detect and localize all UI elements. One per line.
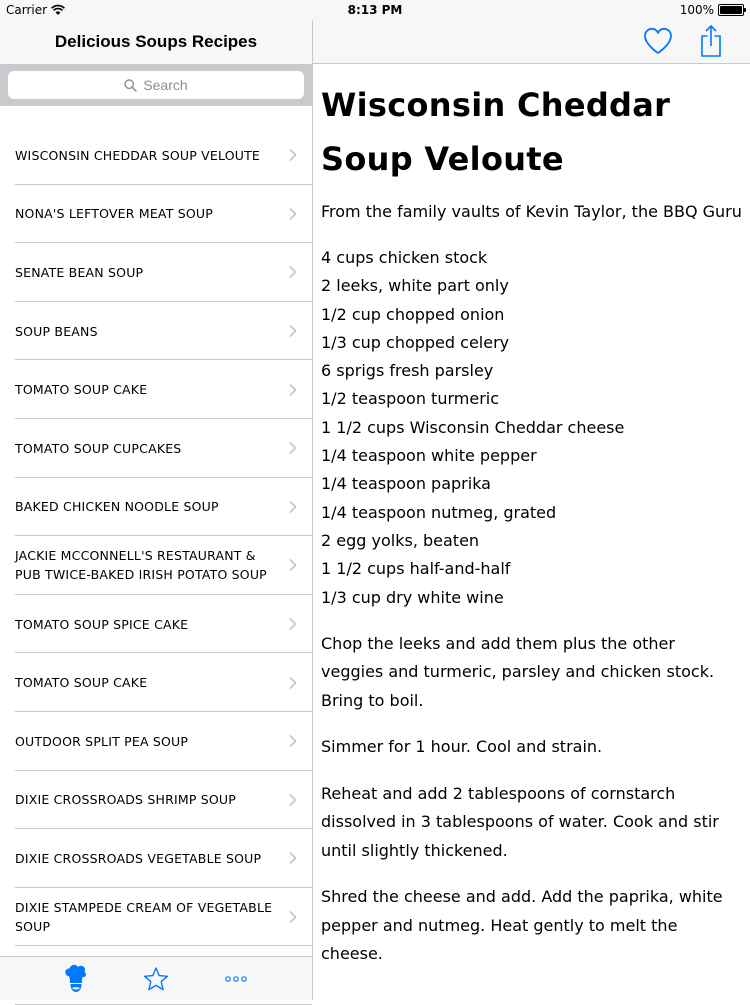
list-item[interactable]	[0, 419, 312, 478]
wifi-icon	[51, 5, 65, 16]
chevron-right-icon	[288, 851, 298, 865]
recipe-step: Reheat and add 2 tablespoons of cornstarch dissolved in 3 tablespoons of water. Cook and stir until slightly thickened.	[321, 783, 719, 860]
list-item[interactable]	[0, 478, 312, 537]
list-item[interactable]	[0, 888, 312, 947]
search-icon	[124, 79, 137, 92]
recipe-step: Simmer for 1 hour. Cool and strain.	[321, 737, 603, 757]
chevron-right-icon	[288, 500, 298, 514]
ingredient-item: 1/4 teaspoon nutmeg, grated	[321, 502, 557, 522]
chevron-right-icon	[288, 383, 298, 397]
recipe-step: Shred the cheese and add. Add the paprika, white pepper and nutmeg. Heat gently to melt the cheese.	[321, 887, 723, 964]
master-nav-bar	[0, 20, 312, 64]
ingredient-item: 1/3 cup chopped celery	[321, 332, 510, 352]
ingredient-item: 1 1/2 cups half-and-half	[321, 559, 511, 579]
battery-icon	[718, 4, 744, 16]
recipe-step: Chop the leeks and add them plus the other veggies and turmeric, parsley and chicken stock. Bring to boil.	[321, 633, 715, 710]
search-input[interactable]	[8, 71, 304, 99]
chevron-right-icon	[288, 617, 298, 631]
tab-bar	[0, 956, 312, 1000]
list-item-label: TOMATO SOUP CUPCAKES	[15, 440, 182, 456]
list-item[interactable]	[0, 595, 312, 654]
recipe-title: Wisconsin Cheddar Soup Veloute	[321, 86, 671, 178]
ingredient-item: 4 cups chicken stock	[321, 248, 488, 267]
ingredient-item: 1/4 teaspoon white pepper	[321, 446, 537, 466]
detail-pane	[313, 20, 750, 1000]
chef-icon	[63, 964, 89, 994]
search-bar	[0, 64, 312, 106]
list-item-label: JACKIE MCCONNELL'S RESTAURANT & PUB TWICE-BAKED IRISH POTATO SOUP	[15, 548, 267, 583]
list-item[interactable]	[0, 126, 312, 185]
list-item-label: TOMATO SOUP CAKE	[15, 382, 148, 398]
detail-nav-bar	[313, 20, 750, 64]
tab-recipes[interactable]	[36, 964, 116, 994]
list-item-label: DIXIE CROSSROADS SHRIMP SOUP	[15, 792, 237, 808]
list-item-label: SOUP BEANS	[15, 323, 98, 339]
chevron-right-icon	[288, 265, 298, 279]
list-item-label: DIXIE CROSSROADS VEGETABLE SOUP	[15, 850, 262, 866]
recipe-steps	[321, 630, 742, 969]
tab-more[interactable]	[196, 975, 276, 983]
list-item-label: BAKED CHICKEN NOODLE SOUP	[15, 499, 219, 515]
ingredient-item: 1/3 cup dry white wine	[321, 587, 504, 607]
list-item-label: SENATE BEAN SOUP	[15, 264, 144, 280]
list-item-label: OUTDOOR SPLIT PEA SOUP	[15, 733, 189, 749]
recipe-list	[0, 126, 312, 956]
ingredient-item: 2 egg yolks, beaten	[321, 530, 480, 550]
ingredient-item: 2 leeks, white part only	[321, 276, 509, 296]
ingredient-item: 1/4 teaspoon paprika	[321, 474, 491, 494]
chevron-right-icon	[288, 793, 298, 807]
ingredient-item: 6 sprigs fresh parsley	[321, 361, 494, 381]
master-title: Delicious Soups Recipes	[54, 32, 258, 51]
list-item[interactable]	[0, 653, 312, 712]
list-item[interactable]	[0, 829, 312, 888]
chevron-right-icon	[288, 207, 298, 221]
list-item[interactable]	[0, 536, 312, 595]
status-right	[680, 3, 744, 17]
heart-icon	[643, 27, 673, 55]
favorite-button[interactable]	[643, 27, 673, 59]
battery-fill	[720, 6, 742, 14]
share-icon	[699, 24, 723, 58]
list-item[interactable]	[0, 360, 312, 419]
list-item[interactable]	[0, 712, 312, 771]
list-item-label: TOMATO SOUP CAKE	[15, 675, 148, 691]
search-placeholder: Search	[143, 77, 188, 93]
share-button[interactable]	[699, 24, 723, 62]
list-item[interactable]	[0, 302, 312, 361]
status-time: 8:13 PM	[347, 3, 403, 17]
battery-percent: 100%	[679, 3, 714, 17]
ingredient-item: 1/2 cup chopped onion	[321, 304, 505, 324]
ingredient-item: 1/2 teaspoon turmeric	[321, 389, 500, 409]
status-bar	[0, 0, 750, 20]
recipe-content	[313, 64, 750, 969]
list-item-label: WISCONSIN CHEDDAR SOUP VELOUTE	[15, 147, 261, 163]
chevron-right-icon	[288, 558, 298, 572]
chevron-right-icon	[288, 910, 298, 924]
carrier-label: Carrier	[6, 3, 48, 17]
list-item[interactable]	[0, 771, 312, 830]
recipe-intro: From the family vaults of Kevin Taylor, the BBQ Guru	[321, 202, 742, 221]
list-item-label: NONA'S LEFTOVER MEAT SOUP	[15, 206, 213, 222]
master-pane	[0, 20, 313, 1000]
tab-favorites[interactable]	[116, 966, 196, 992]
list-item-label: DIXIE STAMPEDE CREAM OF VEGETABLE SOUP	[15, 900, 273, 935]
chevron-right-icon	[288, 441, 298, 455]
list-item[interactable]	[0, 185, 312, 244]
ingredient-item: 1 1/2 cups Wisconsin Cheddar cheese	[321, 417, 625, 437]
more-icon	[223, 975, 249, 983]
chevron-right-icon	[288, 324, 298, 338]
chevron-right-icon	[288, 148, 298, 162]
chevron-right-icon	[288, 676, 298, 690]
status-left	[6, 3, 65, 17]
ingredient-list	[321, 244, 742, 612]
list-item[interactable]	[0, 243, 312, 302]
list-item-label: TOMATO SOUP SPICE CAKE	[15, 616, 189, 632]
star-icon	[143, 966, 169, 992]
chevron-right-icon	[288, 734, 298, 748]
